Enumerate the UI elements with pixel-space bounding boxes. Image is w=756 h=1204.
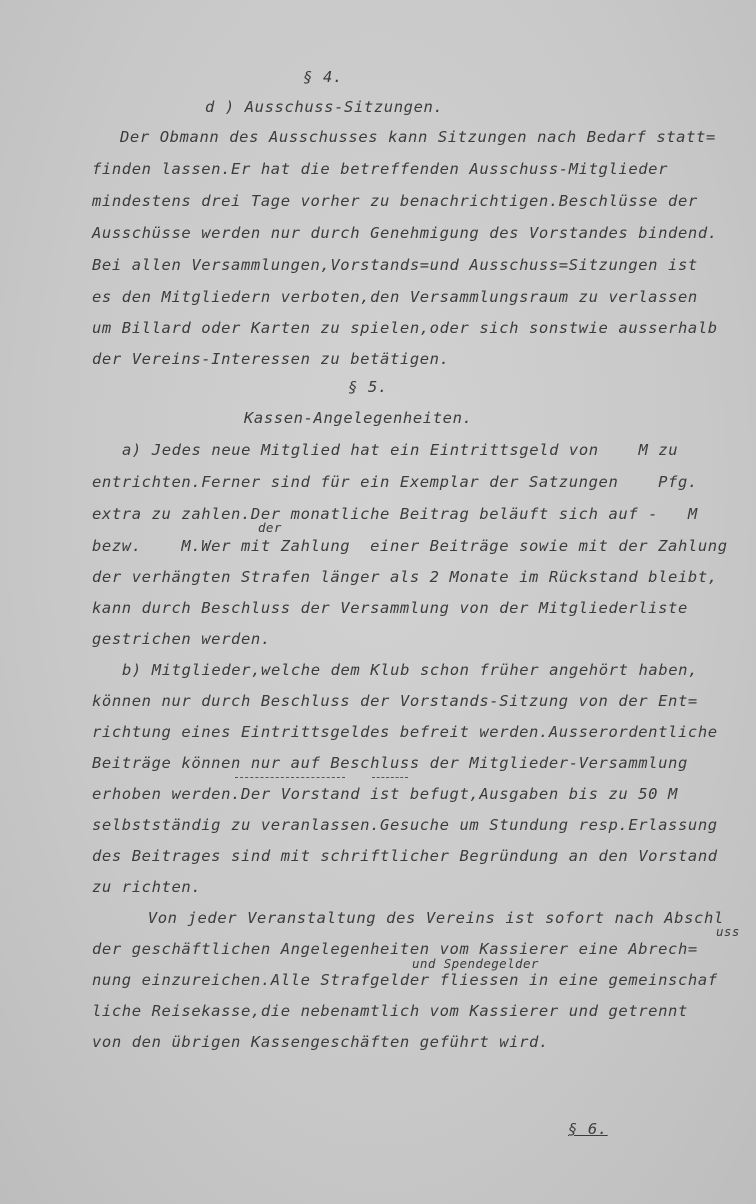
section-6-number: § 6. bbox=[568, 1120, 608, 1138]
section-5-line: der verhängten Strafen länger als 2 Monate im Rückstand bleibt, bbox=[92, 568, 718, 586]
section-5-line: b) Mitglieder,welche dem Klub schon früher angehört haben, bbox=[122, 661, 699, 679]
section-5-line: nung einzureichen.Alle Strafgelder fliessen in eine gemeinschaf bbox=[92, 971, 718, 989]
section-5-line: entrichten.Ferner sind für ein Exemplar der Satzungen Pfg. bbox=[92, 473, 698, 491]
section-5-line: a) Jedes neue Mitglied hat ein Eintrittsgeld von M zu bbox=[122, 441, 679, 459]
underline-mark bbox=[235, 777, 345, 778]
section-4-line: es den Mitgliedern verboten,den Versammlungsraum zu verlassen bbox=[92, 288, 698, 306]
section-5-line: liche Reisekasse,die nebenamtlich vom Kassierer und getrennt bbox=[92, 1002, 688, 1020]
section-5-line: des Beitrages sind mit schriftlicher Begründung an den Vorstand bbox=[92, 847, 718, 865]
section-5-line: kann durch Beschluss der Versammlung von der Mitgliederliste bbox=[92, 599, 688, 617]
section-5-line: richtung eines Eintrittsgeldes befreit werden.Ausserordentliche bbox=[92, 723, 718, 741]
section-5-line: Von jeder Veranstaltung des Vereins ist sofort nach Abschl bbox=[118, 909, 724, 927]
underline-mark bbox=[372, 777, 408, 778]
section-4-line: mindestens drei Tage vorher zu benachrichtigen.Beschlüsse der bbox=[92, 192, 698, 210]
section-4-number: § 4. bbox=[303, 68, 343, 86]
section-5-line: bezw. M.Wer mit Zahlung einer Beiträge sowie mit der Zahlung bbox=[92, 537, 728, 555]
section-4-heading: d ) Ausschuss-Sitzungen. bbox=[205, 98, 444, 116]
handwritten-insertion-uss: uss bbox=[716, 924, 740, 939]
section-4-line: um Billard oder Karten zu spielen,oder sich sonstwie ausserhalb bbox=[92, 319, 718, 337]
section-5-line: selbstständig zu veranlassen.Gesuche um Stundung resp.Erlassung bbox=[92, 816, 718, 834]
section-5-line: können nur durch Beschluss der Vorstands-Sitzung von der Ent= bbox=[92, 692, 698, 710]
handwritten-insertion-der: der bbox=[258, 520, 282, 535]
section-5-number: § 5. bbox=[348, 378, 388, 396]
section-5-line: von den übrigen Kassengeschäften geführt wird. bbox=[92, 1033, 549, 1051]
section-5-line: gestrichen werden. bbox=[92, 630, 271, 648]
handwritten-insertion-spendegelder: und Spendegelder bbox=[412, 956, 539, 971]
section-5-heading: Kassen-Angelegenheiten. bbox=[244, 409, 473, 427]
section-4-line: Der Obmann des Ausschusses kann Sitzungen nach Bedarf statt= bbox=[120, 128, 716, 146]
section-5-line: erhoben werden.Der Vorstand ist befugt,Ausgaben bis zu 50 M bbox=[92, 785, 678, 803]
section-5-line: Beiträge können nur auf Beschluss der Mitglieder-Versammlung bbox=[92, 754, 688, 772]
section-5-line: zu richten. bbox=[92, 878, 202, 896]
section-4-line: finden lassen.Er hat die betreffenden Ausschuss-Mitglieder bbox=[92, 160, 669, 178]
section-5-line: der geschäftlichen Angelegenheiten vom Kassierer eine Abrech= bbox=[92, 940, 698, 958]
section-4-line: Bei allen Versammlungen,Vorstands=und Ausschuss=Sitzungen ist bbox=[92, 256, 698, 274]
section-4-line: Ausschüsse werden nur durch Genehmigung des Vorstandes bindend. bbox=[92, 224, 718, 242]
section-5-line: extra zu zahlen.Der monatliche Beitrag beläuft sich auf - M bbox=[92, 505, 698, 523]
section-4-line: der Vereins-Interessen zu betätigen. bbox=[92, 350, 450, 368]
